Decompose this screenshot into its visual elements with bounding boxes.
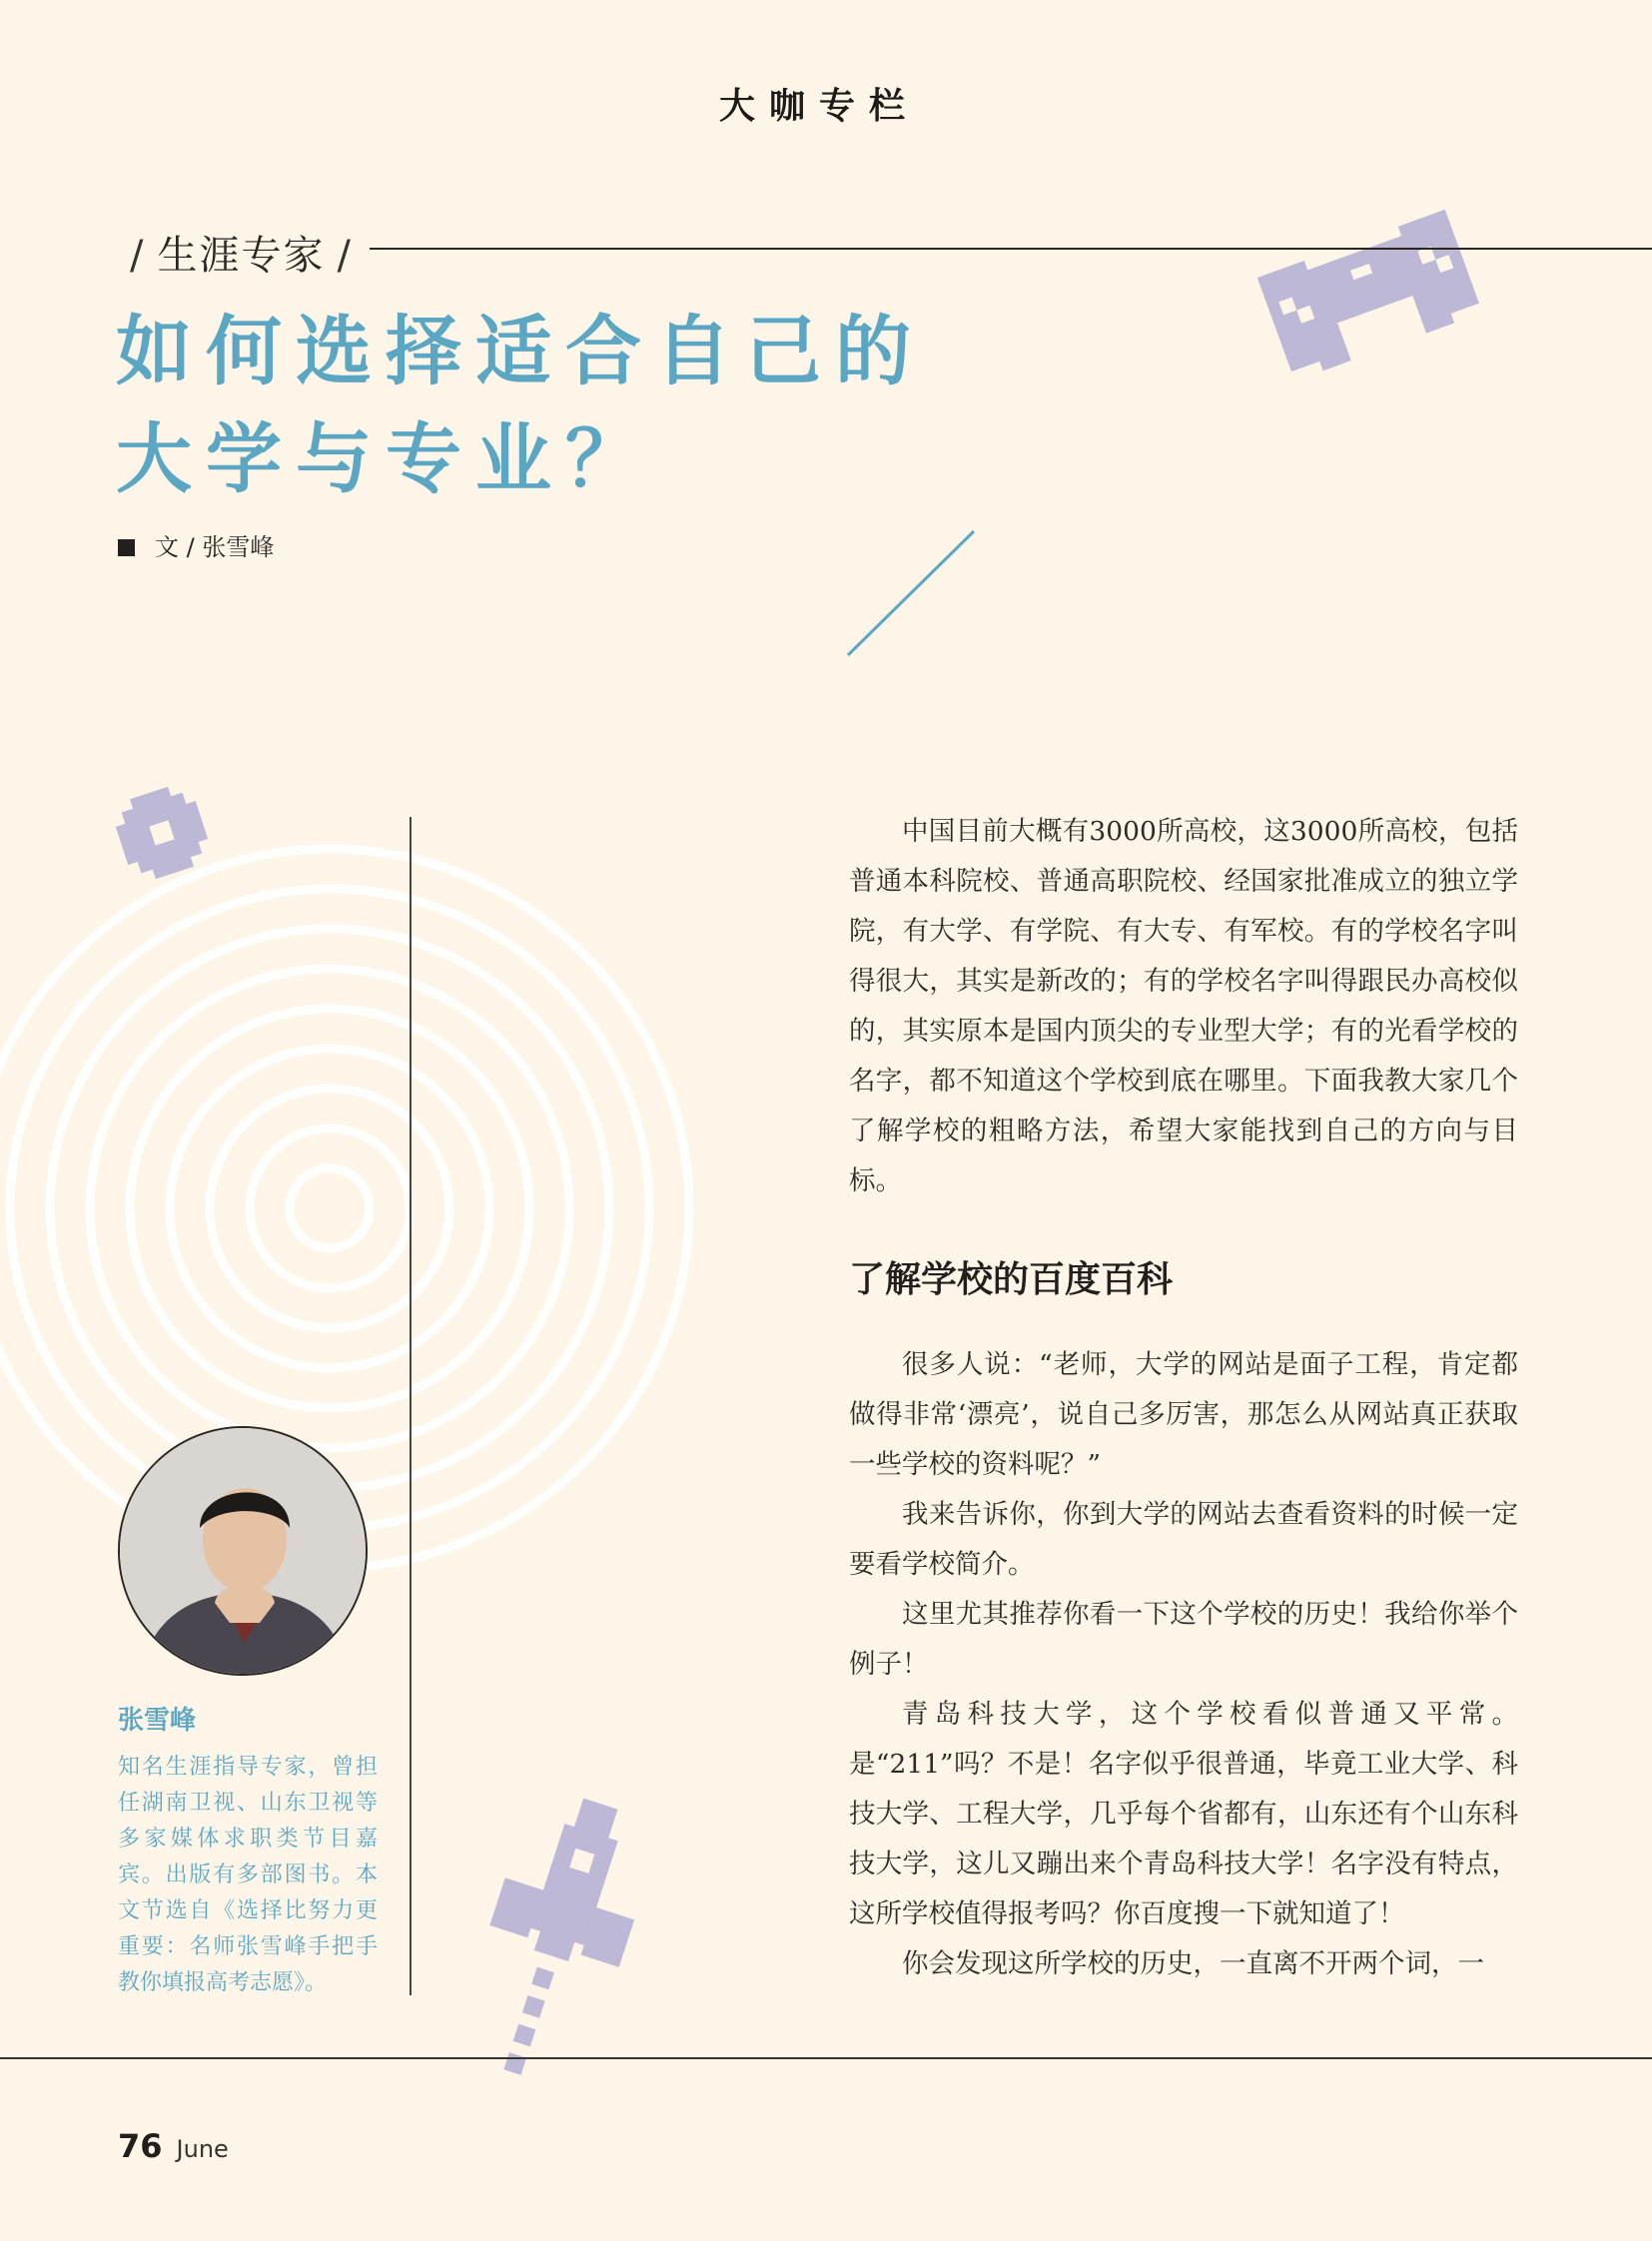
body-paragraph: 很多人说：“老师，大学的网站是面子工程，肯定都做得非常‘漂亮’，说自己多厉害，那怎么从网站真正获取一些学校的资料呢？” bbox=[849, 1349, 1518, 1480]
column-tag: 大咖专栏 bbox=[718, 86, 919, 127]
body-paragraph: 我来告诉你，你到大学的网站去查看资料的时候一定要看学校简介。 bbox=[849, 1499, 1518, 1580]
concentric-circles-decoration bbox=[0, 829, 759, 1588]
pixel-star-decoration bbox=[112, 783, 212, 883]
section-label: / 生涯专家 / bbox=[130, 233, 353, 279]
pixel-gamepad-decoration bbox=[1253, 210, 1493, 399]
top-rule bbox=[370, 248, 1652, 250]
body-paragraph: 这里尤其推荐你看一下这个学校的历史！我给你举个例子！ bbox=[849, 1599, 1518, 1680]
author-name: 张雪峰 bbox=[118, 1706, 197, 1736]
section-label-text: 生涯专家 bbox=[157, 233, 326, 279]
column-divider bbox=[410, 817, 412, 1995]
author-photo bbox=[118, 1426, 368, 1676]
page-footer bbox=[118, 2127, 229, 2165]
body-paragraph: 青岛科技大学，这个学校看似普通又平常。是“211”吗？不是！名字似乎很普通，毕竟工业大学、科技大学、工程大学，几乎每个省都有，山东还有个山东科技大学，这儿又蹦出来个青岛科技大学！名字没有特点，这所学校值得报考吗？你百度搜一下就知道了！ bbox=[849, 1699, 1518, 1929]
author-bio: 知名生涯指导专家，曾担任湖南卫视、山东卫视等多家媒体求职类节目嘉宾。出版有多部图书。本文节选自《选择比努力更重要：名师张雪峰手把手教你填报高考志愿》。 bbox=[118, 1755, 378, 1995]
article-title bbox=[116, 298, 925, 513]
subheading: 了解学校的百度百科 bbox=[849, 1259, 1174, 1300]
issue-month: June bbox=[176, 2135, 229, 2163]
title-line-2: 大学与专业？ bbox=[116, 414, 655, 503]
bottom-rule bbox=[0, 2057, 1652, 2059]
body-paragraph: 你会发现这所学校的历史，一直离不开两个词，一 bbox=[902, 1948, 1484, 1979]
article-body bbox=[849, 807, 1518, 1989]
title-line-1: 如何选择适合自己的 bbox=[116, 307, 925, 395]
byline-square-icon bbox=[118, 539, 135, 556]
page-number: 76 bbox=[118, 2127, 163, 2165]
byline-text: 文 / 张雪峰 bbox=[155, 533, 275, 561]
pixel-rocket-decoration bbox=[469, 1788, 649, 2097]
diagonal-accent-line bbox=[844, 529, 979, 659]
byline bbox=[118, 527, 274, 562]
intro-paragraph: 中国目前大概有3000所高校，这3000所高校，包括普通本科院校、普通高职院校、经国家批准成立的独立学院，有大学、有学院、有大专、有军校。有的学校名字叫得很大，其实是新改的；有的学校名字叫得跟民办高校似的，其实原本是国内顶尖的专业型大学；有的光看学校的名字，都不知道这个学校到底在哪里。下面我教大家几个了解学校的粗略方法，希望大家能找到自己的方向与目标。 bbox=[849, 816, 1518, 1196]
author-portrait-icon bbox=[120, 1428, 368, 1676]
